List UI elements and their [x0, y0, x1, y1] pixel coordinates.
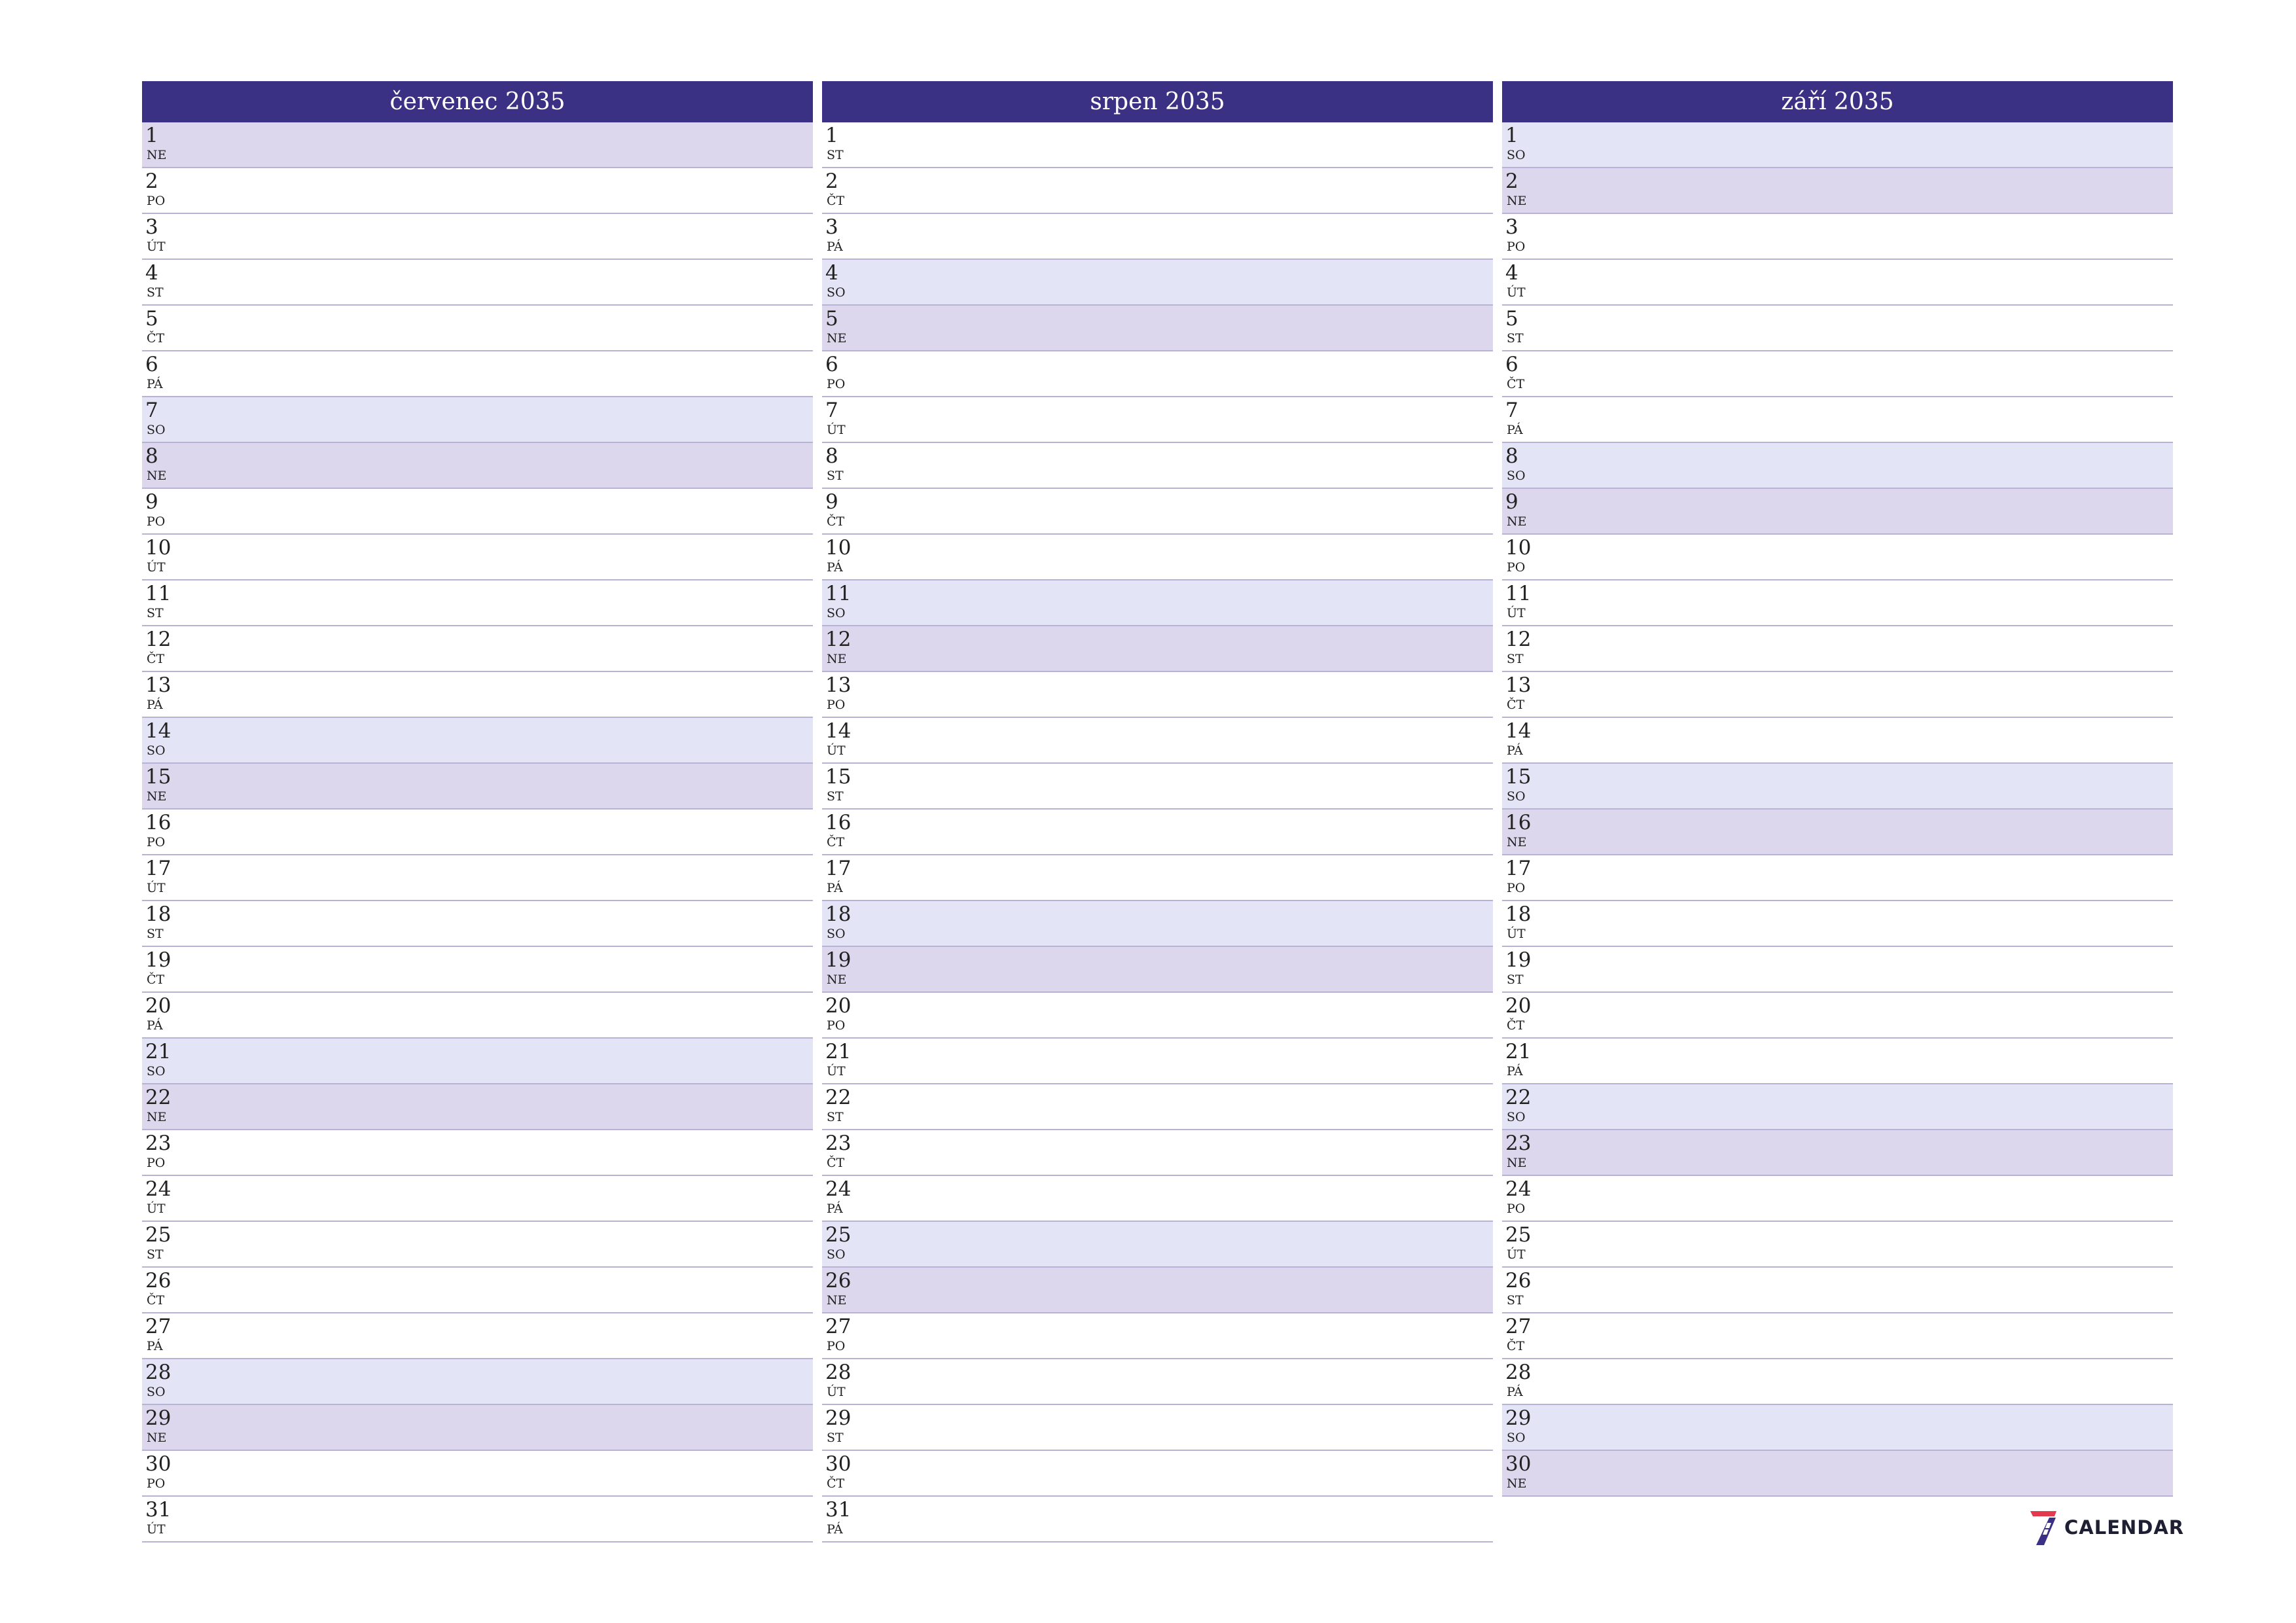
- day-of-week: ÚT: [827, 1385, 846, 1399]
- day-number: 15: [825, 765, 852, 789]
- day-number: 18: [145, 902, 171, 926]
- day-row[interactable]: [1502, 260, 2173, 306]
- day-number: 3: [1505, 215, 1518, 239]
- day-number: 8: [145, 444, 158, 468]
- day-row[interactable]: [142, 1176, 813, 1222]
- day-row[interactable]: [822, 1451, 1493, 1497]
- day-of-week: NE: [1507, 194, 1527, 208]
- day-row[interactable]: [1502, 535, 2173, 580]
- month-column: [142, 81, 813, 1543]
- day-of-week: PÁ: [827, 240, 843, 254]
- day-number: 17: [825, 857, 852, 880]
- day-row[interactable]: [142, 626, 813, 672]
- day-row[interactable]: [822, 1497, 1493, 1543]
- day-row[interactable]: [142, 993, 813, 1039]
- day-row[interactable]: [1502, 718, 2173, 764]
- day-of-week: ST: [1507, 652, 1524, 666]
- day-of-week: SO: [1507, 789, 1526, 804]
- day-of-week: ST: [147, 606, 164, 620]
- day-number: 19: [145, 948, 171, 972]
- day-number: 1: [825, 124, 838, 147]
- day-of-week: ÚT: [827, 1064, 846, 1079]
- day-number: 10: [145, 536, 171, 560]
- day-number: 14: [145, 719, 171, 743]
- day-of-week: NE: [1507, 1476, 1527, 1491]
- day-row-sunday[interactable]: [1502, 810, 2173, 855]
- day-row[interactable]: [142, 1268, 813, 1313]
- day-number: 28: [145, 1361, 171, 1384]
- day-number: 15: [145, 765, 171, 789]
- day-of-week: ÚT: [1507, 927, 1526, 941]
- day-of-week: PÁ: [147, 377, 163, 391]
- day-of-week: ÚT: [147, 1202, 166, 1216]
- day-number: 22: [145, 1086, 171, 1109]
- day-of-week: PÁ: [1507, 423, 1523, 437]
- day-of-week: PÁ: [1507, 1385, 1523, 1399]
- day-of-week: ST: [827, 469, 844, 483]
- day-number: 21: [145, 1040, 171, 1063]
- day-row[interactable]: [142, 901, 813, 947]
- day-of-week: ST: [147, 1247, 164, 1262]
- day-number: 16: [1505, 811, 1532, 834]
- day-number: 16: [825, 811, 852, 834]
- day-of-week: PÁ: [1507, 1064, 1523, 1079]
- day-number: 23: [825, 1132, 852, 1155]
- day-number: 20: [825, 994, 852, 1018]
- day-number: 8: [825, 444, 838, 468]
- month-title: červenec 2035: [142, 81, 813, 122]
- day-number: 10: [1505, 536, 1532, 560]
- day-number: 16: [145, 811, 171, 834]
- day-number: 20: [145, 994, 171, 1018]
- day-number: 18: [825, 902, 852, 926]
- day-row-saturday[interactable]: [822, 260, 1493, 306]
- day-of-week: SO: [1507, 469, 1526, 483]
- day-number: 27: [1505, 1315, 1532, 1338]
- day-number: 12: [825, 628, 852, 651]
- day-row[interactable]: [142, 351, 813, 397]
- day-of-week: PO: [827, 377, 846, 391]
- day-of-week: PO: [827, 1339, 846, 1353]
- day-of-week: ST: [827, 148, 844, 162]
- day-of-week: SO: [827, 606, 846, 620]
- day-of-week: ÚT: [1507, 285, 1526, 300]
- day-row-saturday[interactable]: [1502, 1405, 2173, 1451]
- day-row[interactable]: [822, 1084, 1493, 1130]
- day-row[interactable]: [142, 489, 813, 535]
- day-of-week: NE: [827, 652, 847, 666]
- day-of-week: ST: [827, 789, 844, 804]
- day-row-sunday[interactable]: [1502, 168, 2173, 214]
- day-number: 13: [1505, 673, 1532, 697]
- day-row-sunday[interactable]: [1502, 1130, 2173, 1176]
- day-row[interactable]: [142, 168, 813, 214]
- day-row[interactable]: [822, 718, 1493, 764]
- day-of-week: NE: [147, 1431, 167, 1445]
- day-number: 3: [145, 215, 158, 239]
- day-of-week: NE: [147, 789, 167, 804]
- month-columns: [142, 81, 2174, 1543]
- day-row[interactable]: [1502, 855, 2173, 901]
- day-number: 6: [825, 353, 838, 376]
- day-row[interactable]: [1502, 397, 2173, 443]
- day-number: 8: [1505, 444, 1518, 468]
- day-number: 30: [1505, 1452, 1532, 1476]
- day-row-sunday[interactable]: [822, 626, 1493, 672]
- month-title: září 2035: [1502, 81, 2173, 122]
- day-row[interactable]: [822, 1359, 1493, 1405]
- day-of-week: ÚT: [147, 560, 166, 575]
- day-number: 4: [825, 261, 838, 285]
- day-number: 24: [1505, 1177, 1532, 1201]
- day-of-week: ČT: [1507, 698, 1525, 712]
- day-of-week: SO: [1507, 148, 1526, 162]
- day-of-week: ČT: [147, 972, 165, 987]
- day-row[interactable]: [1502, 580, 2173, 626]
- month-column: [1502, 81, 2173, 1543]
- day-row-saturday[interactable]: [1502, 443, 2173, 489]
- day-row-saturday[interactable]: [142, 1359, 813, 1405]
- day-row-sunday[interactable]: [822, 947, 1493, 993]
- day-of-week: ST: [1507, 331, 1524, 346]
- day-row[interactable]: [1502, 1176, 2173, 1222]
- day-number: 26: [145, 1269, 171, 1293]
- day-number: 22: [825, 1086, 852, 1109]
- day-number: 1: [1505, 124, 1518, 147]
- day-number: 12: [1505, 628, 1532, 651]
- day-of-week: PÁ: [147, 1339, 163, 1353]
- day-of-week: ÚT: [147, 1522, 166, 1537]
- day-number: 27: [825, 1315, 852, 1338]
- day-number: 15: [1505, 765, 1532, 789]
- day-number: 4: [145, 261, 158, 285]
- day-of-week: NE: [1507, 835, 1527, 849]
- day-row[interactable]: [142, 1130, 813, 1176]
- day-of-week: NE: [1507, 1156, 1527, 1170]
- day-of-week: PO: [827, 1018, 846, 1033]
- day-number: 11: [825, 582, 852, 605]
- day-row[interactable]: [1502, 1222, 2173, 1268]
- day-number: 30: [145, 1452, 171, 1476]
- day-of-week: ČT: [827, 514, 845, 529]
- day-row[interactable]: [142, 306, 813, 351]
- logo-text: CALENDAR: [2064, 1516, 2185, 1539]
- day-row[interactable]: [142, 1497, 813, 1543]
- day-number: 11: [1505, 582, 1532, 605]
- day-row[interactable]: [1502, 306, 2173, 351]
- day-row[interactable]: [1502, 993, 2173, 1039]
- day-row[interactable]: [822, 855, 1493, 901]
- day-row[interactable]: [822, 810, 1493, 855]
- day-row-sunday[interactable]: [142, 1405, 813, 1451]
- day-of-week: PO: [147, 835, 166, 849]
- day-row[interactable]: [1502, 1039, 2173, 1084]
- day-of-week: ČT: [1507, 1339, 1525, 1353]
- day-number: 29: [145, 1406, 171, 1430]
- day-of-week: SO: [1507, 1110, 1526, 1124]
- day-number: 25: [825, 1223, 852, 1247]
- day-of-week: PÁ: [827, 560, 843, 575]
- day-of-week: PÁ: [1507, 743, 1523, 758]
- day-number: 6: [1505, 353, 1518, 376]
- day-row-saturday[interactable]: [822, 901, 1493, 947]
- day-number: 30: [825, 1452, 852, 1476]
- day-of-week: PÁ: [827, 1522, 843, 1537]
- day-number: 29: [825, 1406, 852, 1430]
- day-row[interactable]: [822, 672, 1493, 718]
- day-of-week: PO: [147, 1156, 166, 1170]
- day-of-week: ST: [827, 1431, 844, 1445]
- day-of-week: SO: [147, 423, 166, 437]
- day-of-week: ČT: [827, 194, 845, 208]
- day-of-week: ÚT: [147, 240, 166, 254]
- day-of-week: PO: [1507, 240, 1526, 254]
- day-of-week: NE: [827, 331, 847, 346]
- day-row-saturday[interactable]: [822, 1222, 1493, 1268]
- day-row[interactable]: [822, 397, 1493, 443]
- day-row[interactable]: [1502, 214, 2173, 260]
- day-number: 17: [1505, 857, 1532, 880]
- day-number: 2: [145, 169, 158, 193]
- day-of-week: PÁ: [827, 881, 843, 895]
- day-row[interactable]: [1502, 672, 2173, 718]
- day-number: 17: [145, 857, 171, 880]
- day-row-sunday[interactable]: [822, 1268, 1493, 1313]
- month-column: [822, 81, 1493, 1543]
- day-number: 31: [145, 1498, 171, 1522]
- day-of-week: SO: [147, 743, 166, 758]
- day-of-week: NE: [147, 469, 167, 483]
- day-of-week: ČT: [147, 1293, 165, 1308]
- day-row-saturday[interactable]: [142, 397, 813, 443]
- day-row[interactable]: [142, 1222, 813, 1268]
- day-of-week: ÚT: [147, 881, 166, 895]
- day-of-week: PÁ: [147, 698, 163, 712]
- day-row[interactable]: [142, 1451, 813, 1497]
- day-number: 28: [825, 1361, 852, 1384]
- day-row-saturday[interactable]: [822, 580, 1493, 626]
- day-number: 19: [825, 948, 852, 972]
- day-number: 13: [825, 673, 852, 697]
- month-title: srpen 2035: [822, 81, 1493, 122]
- day-number: 18: [1505, 902, 1532, 926]
- day-row-sunday[interactable]: [1502, 489, 2173, 535]
- day-row[interactable]: [142, 855, 813, 901]
- day-number: 27: [145, 1315, 171, 1338]
- day-row-sunday[interactable]: [142, 122, 813, 168]
- day-row[interactable]: [142, 810, 813, 855]
- day-number: 1: [145, 124, 158, 147]
- day-row[interactable]: [822, 1130, 1493, 1176]
- day-row[interactable]: [822, 122, 1493, 168]
- day-of-week: SO: [1507, 1431, 1526, 1445]
- day-of-week: PÁ: [827, 1202, 843, 1216]
- day-of-week: ÚT: [1507, 606, 1526, 620]
- day-of-week: NE: [827, 972, 847, 987]
- day-row[interactable]: [142, 260, 813, 306]
- day-of-week: ST: [147, 927, 164, 941]
- day-row[interactable]: [822, 1405, 1493, 1451]
- day-of-week: PO: [1507, 560, 1526, 575]
- day-row-saturday[interactable]: [1502, 122, 2173, 168]
- day-number: 14: [825, 719, 852, 743]
- day-of-week: ST: [1507, 972, 1524, 987]
- day-of-week: SO: [827, 1247, 846, 1262]
- day-row[interactable]: [822, 1039, 1493, 1084]
- day-number: 7: [825, 399, 838, 422]
- day-number: 31: [825, 1498, 852, 1522]
- day-row[interactable]: [142, 535, 813, 580]
- day-of-week: ÚT: [827, 743, 846, 758]
- day-of-week: ČT: [827, 835, 845, 849]
- day-number: 2: [1505, 169, 1518, 193]
- day-of-week: SO: [827, 285, 846, 300]
- day-row[interactable]: [1502, 947, 2173, 993]
- day-number: 23: [1505, 1132, 1532, 1155]
- day-row-saturday[interactable]: [142, 718, 813, 764]
- day-number: 14: [1505, 719, 1532, 743]
- day-number: 9: [825, 490, 838, 514]
- day-of-week: ÚT: [1507, 1247, 1526, 1262]
- day-row[interactable]: [1502, 1313, 2173, 1359]
- day-of-week: ÚT: [827, 423, 846, 437]
- day-row[interactable]: [142, 214, 813, 260]
- day-of-week: NE: [1507, 514, 1527, 529]
- day-row[interactable]: [822, 443, 1493, 489]
- day-row-saturday[interactable]: [1502, 764, 2173, 810]
- day-row[interactable]: [822, 993, 1493, 1039]
- seven-calendar-logo-icon: [2028, 1508, 2058, 1546]
- day-row[interactable]: [822, 1176, 1493, 1222]
- day-number: 26: [825, 1269, 852, 1293]
- brand-logo[interactable]: [2028, 1508, 2184, 1546]
- day-row[interactable]: [822, 489, 1493, 535]
- day-number: 21: [1505, 1040, 1532, 1063]
- day-row[interactable]: [142, 580, 813, 626]
- day-number: 13: [145, 673, 171, 697]
- day-number: 3: [825, 215, 838, 239]
- day-number: 26: [1505, 1269, 1532, 1293]
- day-row-sunday[interactable]: [1502, 1451, 2173, 1497]
- day-number: 12: [145, 628, 171, 651]
- day-row[interactable]: [1502, 901, 2173, 947]
- day-row[interactable]: [822, 214, 1493, 260]
- day-of-week: PÁ: [147, 1018, 163, 1033]
- day-number: 25: [1505, 1223, 1532, 1247]
- day-of-week: ČT: [827, 1476, 845, 1491]
- day-row-sunday[interactable]: [822, 306, 1493, 351]
- day-of-week: NE: [827, 1293, 847, 1308]
- day-row[interactable]: [822, 351, 1493, 397]
- day-number: 24: [825, 1177, 852, 1201]
- day-row[interactable]: [142, 672, 813, 718]
- day-of-week: ST: [827, 1110, 844, 1124]
- day-number: 7: [1505, 399, 1518, 422]
- day-row[interactable]: [1502, 1359, 2173, 1405]
- day-of-week: ČT: [827, 1156, 845, 1170]
- day-number: 20: [1505, 994, 1532, 1018]
- day-number: 2: [825, 169, 838, 193]
- day-number: 29: [1505, 1406, 1532, 1430]
- day-number: 19: [1505, 948, 1532, 972]
- day-number: 6: [145, 353, 158, 376]
- day-of-week: PO: [147, 1476, 166, 1491]
- day-of-week: SO: [147, 1064, 166, 1079]
- day-number: 5: [1505, 307, 1518, 330]
- day-of-week: SO: [827, 927, 846, 941]
- day-number: 22: [1505, 1086, 1532, 1109]
- day-number: 21: [825, 1040, 852, 1063]
- day-row-saturday[interactable]: [142, 1039, 813, 1084]
- day-row[interactable]: [822, 168, 1493, 214]
- day-of-week: ST: [147, 285, 164, 300]
- day-row-sunday[interactable]: [142, 443, 813, 489]
- day-of-week: NE: [147, 1110, 167, 1124]
- day-of-week: ST: [1507, 1293, 1524, 1308]
- day-of-week: ČT: [1507, 1018, 1525, 1033]
- day-of-week: ČT: [1507, 377, 1525, 391]
- day-number: 7: [145, 399, 158, 422]
- day-row[interactable]: [822, 535, 1493, 580]
- day-of-week: ČT: [147, 652, 165, 666]
- day-row[interactable]: [1502, 1268, 2173, 1313]
- day-of-week: ČT: [147, 331, 165, 346]
- day-number: 5: [145, 307, 158, 330]
- day-number: 11: [145, 582, 171, 605]
- day-number: 25: [145, 1223, 171, 1247]
- day-number: 4: [1505, 261, 1518, 285]
- day-of-week: NE: [147, 148, 167, 162]
- day-number: 5: [825, 307, 838, 330]
- day-number: 28: [1505, 1361, 1532, 1384]
- day-row-sunday[interactable]: [142, 764, 813, 810]
- day-row[interactable]: [1502, 626, 2173, 672]
- day-of-week: PO: [827, 698, 846, 712]
- day-row-saturday[interactable]: [1502, 1084, 2173, 1130]
- day-row[interactable]: [142, 947, 813, 993]
- day-number: 9: [145, 490, 158, 514]
- day-of-week: PO: [147, 194, 166, 208]
- day-row[interactable]: [822, 764, 1493, 810]
- day-number: 9: [1505, 490, 1518, 514]
- day-number: 10: [825, 536, 852, 560]
- day-of-week: PO: [1507, 1202, 1526, 1216]
- day-of-week: PO: [147, 514, 166, 529]
- day-row[interactable]: [822, 1313, 1493, 1359]
- day-number: 24: [145, 1177, 171, 1201]
- day-row[interactable]: [1502, 351, 2173, 397]
- day-of-week: SO: [147, 1385, 166, 1399]
- day-of-week: PO: [1507, 881, 1526, 895]
- day-row[interactable]: [142, 1313, 813, 1359]
- day-row-sunday[interactable]: [142, 1084, 813, 1130]
- day-number: 23: [145, 1132, 171, 1155]
